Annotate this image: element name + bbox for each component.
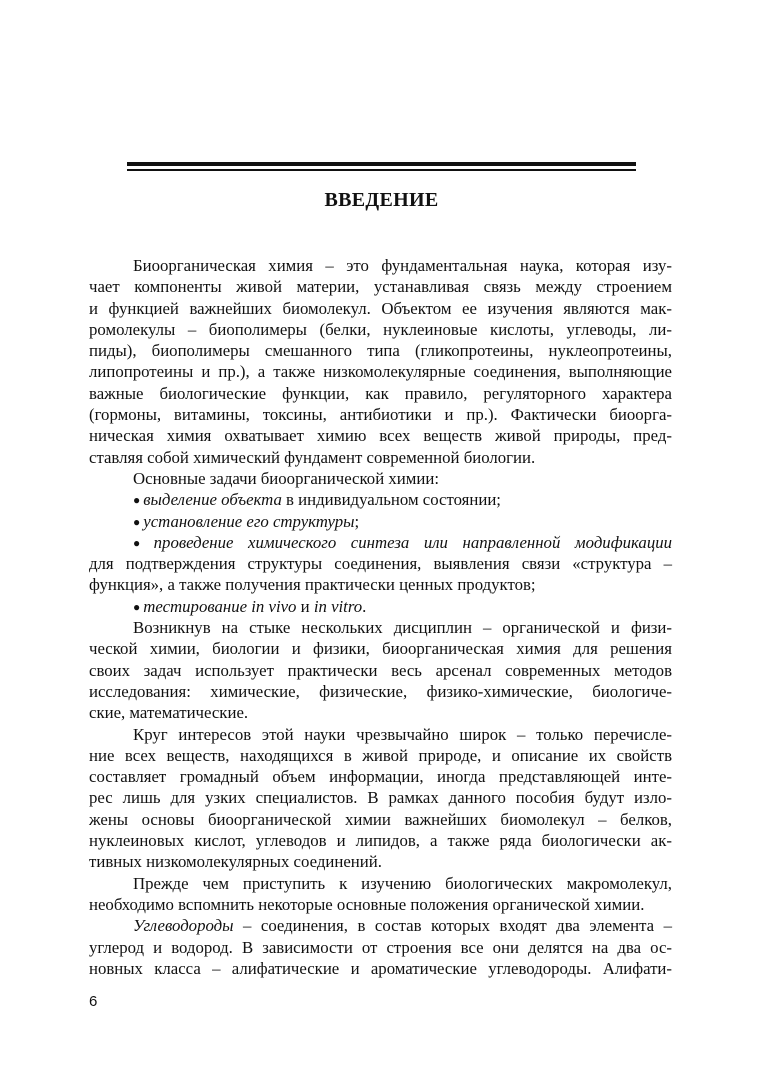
body-text xyxy=(89,255,672,979)
bullet-icon: ● xyxy=(133,599,141,614)
text-line: липопротеины и пр.), а также низкомолекулярные соединения, выполняющие xyxy=(89,362,672,382)
bullet-item xyxy=(89,532,672,553)
text-line: ставляя собой химический фундамент современной биологии. xyxy=(89,447,536,467)
top-rule-thin xyxy=(127,169,636,171)
paragraph-scope xyxy=(89,724,672,873)
paragraph-methods xyxy=(89,617,672,723)
chapter-heading: ВВЕДЕНИЕ xyxy=(324,189,439,211)
text-line: нуклеиновых кислот, углеводов и липидов, а также ряда биологически ак- xyxy=(89,831,672,851)
bullet-icon: ● xyxy=(133,493,141,508)
bullet-italic: выделение объекта xyxy=(143,490,282,510)
bullet-icon: ● xyxy=(133,535,151,550)
text-line: новных класса – алифатические и ароматические углеводороды. Алифати- xyxy=(89,958,672,978)
text-line: и функцией важнейших биомолекул. Объектом ее изучения являются мак- xyxy=(89,298,672,318)
text-line: важные биологические функции, как правило, регуляторного характера xyxy=(89,383,672,403)
text-line: Биоорганическая химия – это фундаментальная наука, которая изу- xyxy=(133,256,672,275)
text-line: составляет громадный объем информации, иногда представляющей инте- xyxy=(89,767,672,787)
tasks-intro: Основные задачи биоорганической химии: xyxy=(133,468,439,488)
bullet-rest: ; xyxy=(354,511,360,531)
text-line: ромолекулы – биополимеры (белки, нуклеиновые кислоты, углеводы, ли- xyxy=(89,319,672,339)
text-line: углерод и водород. В зависимости от строения все они делятся на два ос- xyxy=(89,937,672,957)
bullet-icon: ● xyxy=(133,514,141,529)
text-line xyxy=(89,915,672,936)
text-line: рес лишь для узких специалистов. В рамках данного пособия будут изло- xyxy=(89,788,672,808)
text-line: ские, математические. xyxy=(89,703,249,723)
bullet-italic: тестирование in vivo xyxy=(143,596,297,616)
text-line: функция», а также получения практически ценных продуктов; xyxy=(89,575,536,595)
text-line: пиды), биополимеры смешанного типа (гликопротеины, нуклеопротеины, xyxy=(89,341,672,361)
page-number: 6 xyxy=(89,993,98,1010)
bullet-rest: в индивидуальном состоянии; xyxy=(281,490,501,510)
bullet-item xyxy=(89,511,672,532)
paragraph-recall xyxy=(89,873,672,916)
text-line: Круг интересов этой науки чрезвычайно широк – только перечисле- xyxy=(133,724,672,744)
term-italic: Углеводороды xyxy=(133,916,234,936)
text-line: необходимо вспомнить некоторые основные положения органической химии. xyxy=(89,894,645,914)
paragraph-hydrocarbons xyxy=(89,915,672,979)
bullet-italic: проведение химического синтеза или направленной модификации xyxy=(153,532,672,552)
text-line: ническая химия охватывает химию всех веществ живой природы, пред- xyxy=(89,426,672,446)
term-rest: – соединения, в состав которых входят два элемента – xyxy=(233,916,672,936)
paragraph-intro xyxy=(89,255,672,468)
text-line: исследования: химические, физические, физико-химические, биологиче- xyxy=(89,681,672,701)
text-line: для подтверждения структуры соединения, выявления связи «структура – xyxy=(89,554,672,574)
text-line: Прежде чем приступить к изучению биологических макромолекул, xyxy=(133,873,672,893)
text-line: Возникнув на стыке нескольких дисциплин – органической и физи- xyxy=(133,618,672,638)
text-line: ческой химии, биологии и физики, биоорганическая химия для решения xyxy=(89,639,672,659)
text-line: жены основы биоорганической химии важнейших биомолекул – белков, xyxy=(89,809,672,829)
bullet-rest: . xyxy=(362,596,367,616)
bullet-item xyxy=(89,596,672,617)
bullet-rest: и xyxy=(296,596,314,616)
text-line: своих задач использует практически весь арсенал современных методов xyxy=(89,660,672,680)
bullet-italic: установление его структуры xyxy=(143,511,355,531)
top-rule-thick xyxy=(127,162,636,166)
bullet-italic: in vitro xyxy=(313,596,363,616)
bullet-item xyxy=(89,489,672,510)
text-line: ние всех веществ, находящихся в живой природе, и описание их свойств xyxy=(89,745,672,765)
text-line: тивных низкомолекулярных соединений. xyxy=(89,852,382,872)
text-line: (гормоны, витамины, токсины, антибиотики и пр.). Фактически биоорга- xyxy=(89,405,672,425)
text-line: чает компоненты живой материи, устанавливая связь между строением xyxy=(89,277,672,297)
